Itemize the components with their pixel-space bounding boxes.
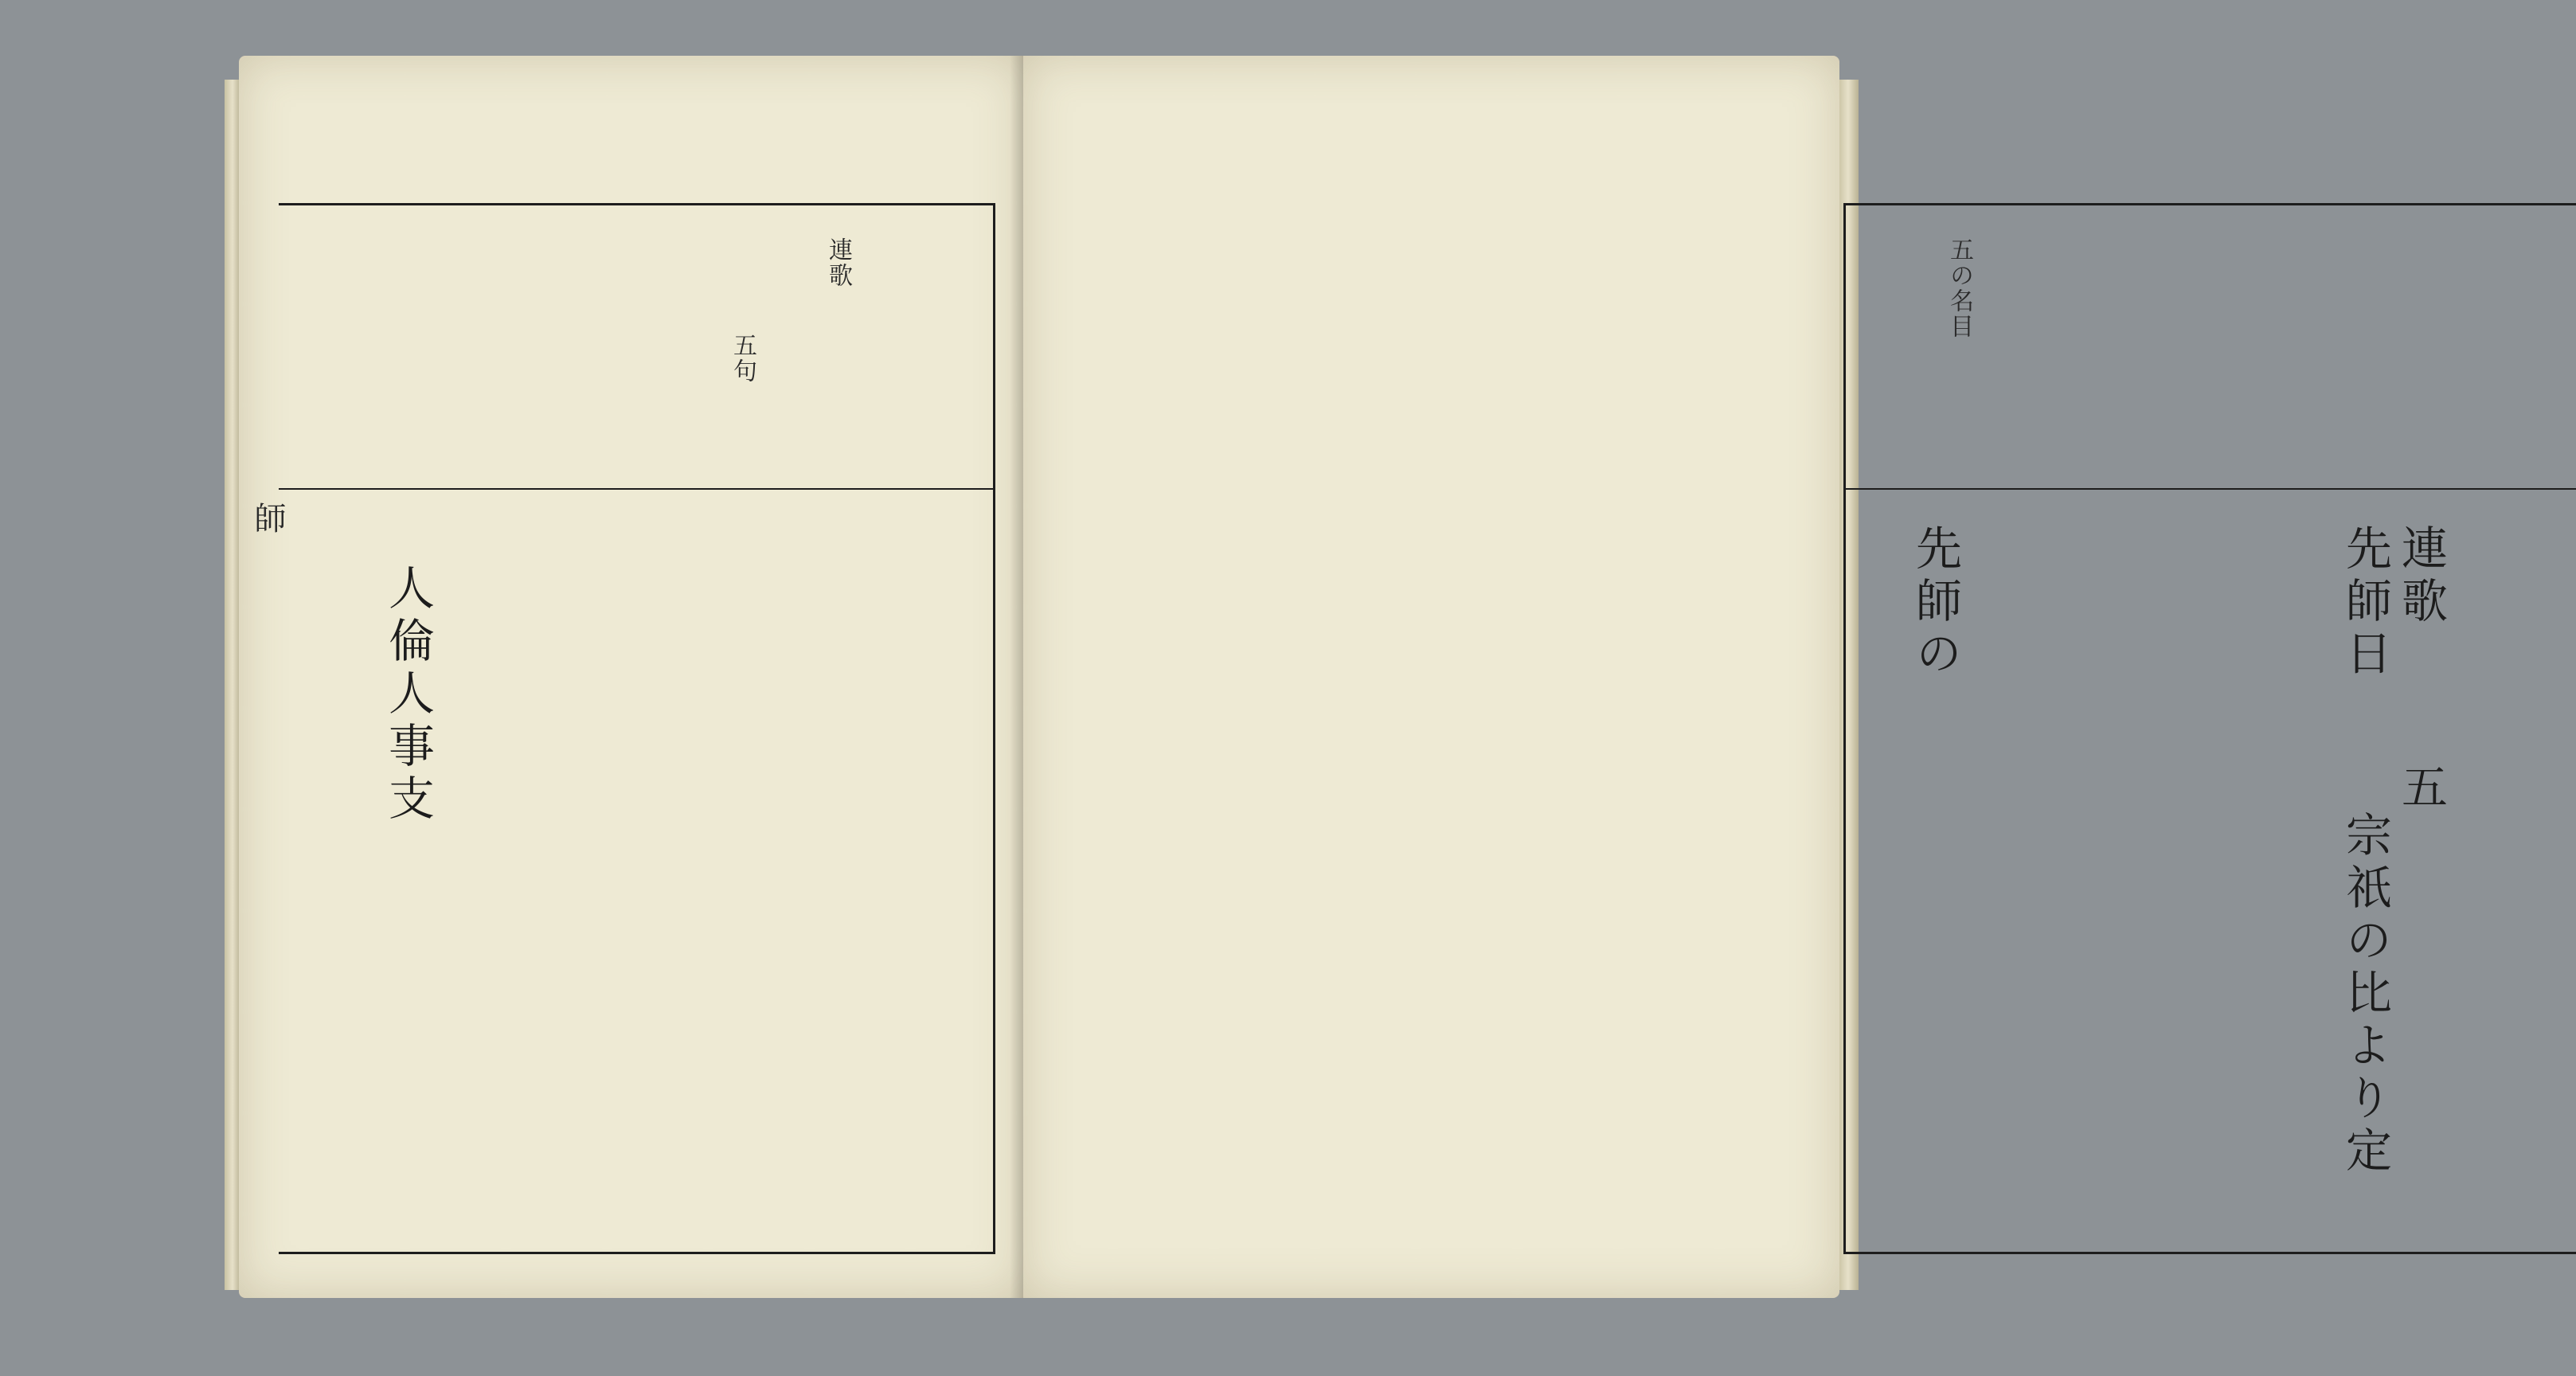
- note-fragment: 連歌: [824, 237, 852, 288]
- main-text-column: 五: [2394, 763, 2448, 815]
- open-book: [239, 56, 2448, 1330]
- main-text-column: 先師日: [2338, 524, 2392, 682]
- section-heading: 人倫人事支: [381, 564, 435, 827]
- note-heading: 五の名目: [1945, 237, 1973, 339]
- main-text-column: 宗祇の比より定: [2338, 811, 2392, 1179]
- upper-register-divider: [279, 488, 993, 490]
- main-text-column: 連歌: [2394, 524, 2448, 629]
- note-fragment: 五句: [729, 333, 756, 384]
- left-text-frame: [279, 203, 995, 1254]
- right-page: [1023, 56, 2448, 1298]
- page-edge-mark: 師: [249, 502, 286, 534]
- main-text-column: 先師の: [1908, 524, 1962, 682]
- left-page: [239, 56, 1023, 1298]
- upper-register-divider: [1846, 488, 2576, 490]
- right-text-frame: [1843, 203, 2576, 1254]
- left-page-edge: [225, 80, 240, 1290]
